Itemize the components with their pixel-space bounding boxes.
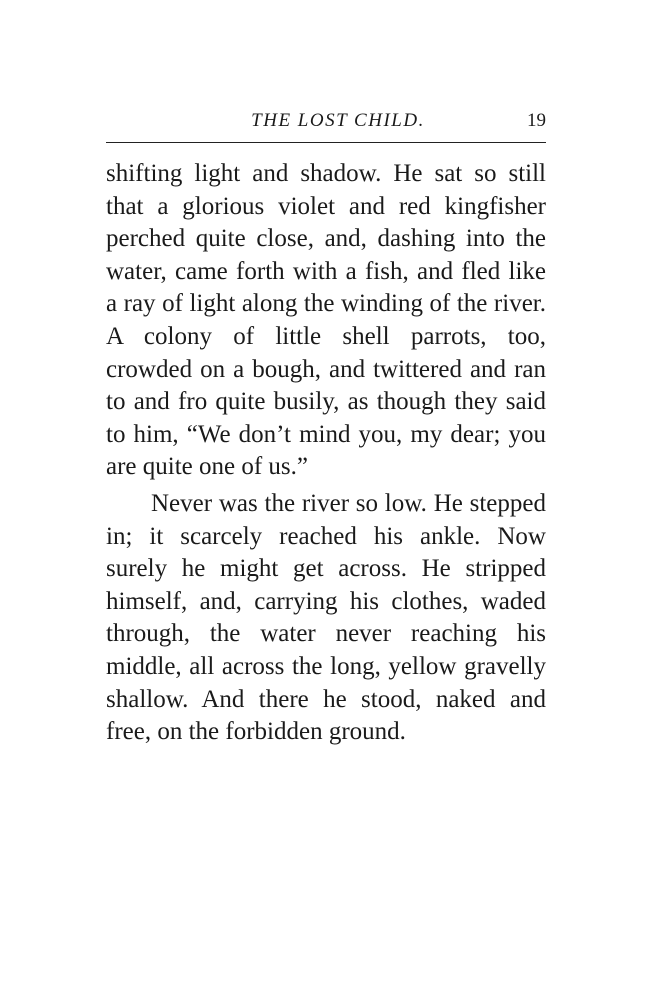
running-title: THE LOST CHILD. xyxy=(251,110,425,131)
running-head xyxy=(106,110,546,140)
header-rule xyxy=(106,142,546,143)
paragraph-2: Never was the river so low. He stepped in; it scarcely reached his ankle. Now surely he might get across. He stripped himself, and, carrying his clothes, waded through, the water never reaching his middle, all across the long, yellow gravelly shallow. And there he stood, naked and free, on the forbidden ground. xyxy=(106,489,546,746)
body-text xyxy=(106,158,546,749)
page-number: 19 xyxy=(527,110,546,131)
paragraph-1: shifting light and shadow. He sat so still that a glorious violet and red kingfisher perched quite close, and, dashing into the water, came forth with a fish, and fled like a ray of light along the winding of the river. A colony of little shell parrots, too, crowded on a bough, and twittered and ran to and fro quite busily, as though they said to him, “We don’t mind you, my dear; you are quite one of us.” xyxy=(106,160,546,481)
